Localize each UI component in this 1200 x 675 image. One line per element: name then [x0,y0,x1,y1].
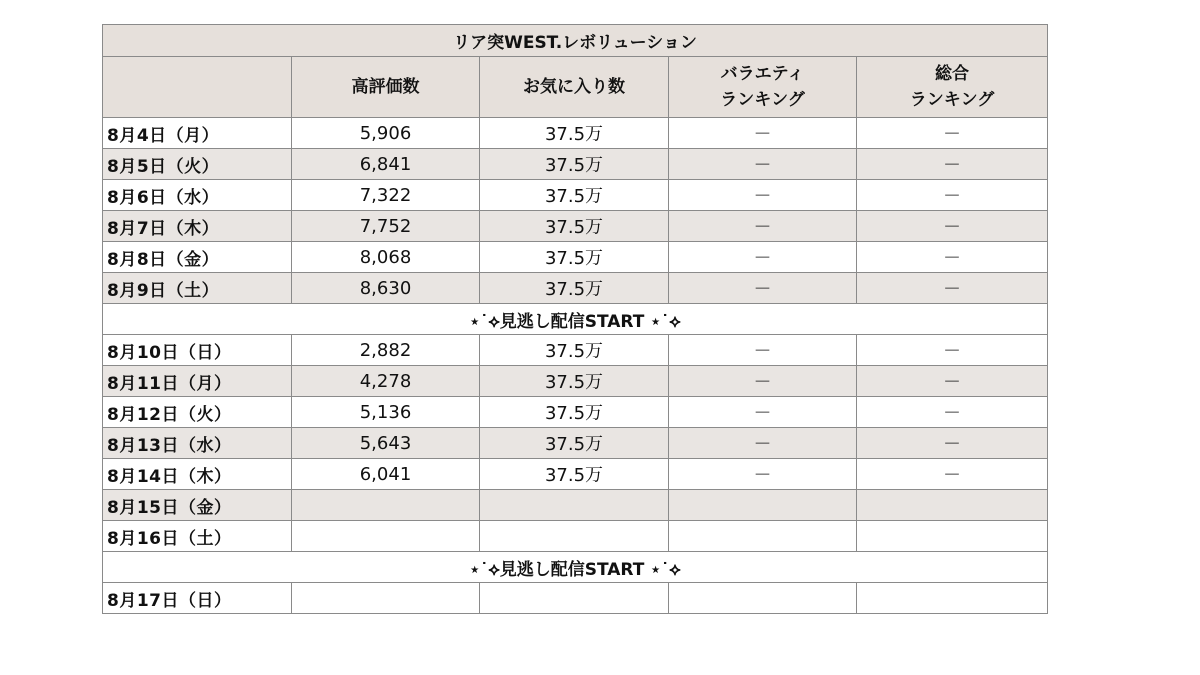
table-row [103,490,1048,521]
variety-ranking-cell: － [669,180,857,211]
table-row [103,149,1048,180]
header-likes: 高評価数 [292,57,480,118]
likes-cell: 2,882 [292,335,480,366]
variety-ranking-cell: － [669,397,857,428]
variety-ranking-cell: － [669,459,857,490]
table-row [103,180,1048,211]
table-row [103,583,1048,614]
favorites-cell: 37.5万 [480,273,669,304]
favorites-cell: 37.5万 [480,118,669,149]
overall-ranking-cell: － [857,459,1048,490]
overall-ranking-cell: － [857,335,1048,366]
overall-ranking-cell: － [857,180,1048,211]
date-cell: 8月6日（水） [103,180,292,211]
table-row [103,366,1048,397]
likes-cell: 8,068 [292,242,480,273]
likes-cell: 6,041 [292,459,480,490]
stream-start-banner-row [103,304,1048,335]
date-cell: 8月7日（木） [103,211,292,242]
header-date [103,57,292,118]
likes-cell [292,521,480,552]
favorites-cell: 37.5万 [480,335,669,366]
header-variety-text: バラエティ ランキング [720,64,805,110]
likes-cell: 7,322 [292,180,480,211]
header-variety-ranking [669,57,857,118]
date-cell: 8月11日（月） [103,366,292,397]
date-cell: 8月17日（日） [103,583,292,614]
header-overall-text: 総合 ランキング [909,64,995,110]
variety-ranking-cell [669,583,857,614]
variety-ranking-cell: － [669,273,857,304]
likes-cell: 4,278 [292,366,480,397]
favorites-cell: 37.5万 [480,149,669,180]
date-cell: 8月12日（火） [103,397,292,428]
date-cell: 8月16日（土） [103,521,292,552]
date-cell: 8月15日（金） [103,490,292,521]
variety-ranking-cell: － [669,211,857,242]
table-title: リア突WEST.レボリューション [103,25,1048,57]
likes-cell: 5,136 [292,397,480,428]
overall-ranking-cell: － [857,273,1048,304]
favorites-cell: 37.5万 [480,428,669,459]
overall-ranking-cell: － [857,118,1048,149]
variety-ranking-cell: － [669,118,857,149]
overall-ranking-cell [857,521,1048,552]
favorites-cell [480,490,669,521]
table-row [103,428,1048,459]
date-cell: 8月9日（土） [103,273,292,304]
favorites-cell: 37.5万 [480,211,669,242]
likes-cell: 8,630 [292,273,480,304]
overall-ranking-cell: － [857,428,1048,459]
stream-start-banner-row [103,552,1048,583]
favorites-cell: 37.5万 [480,242,669,273]
overall-ranking-cell [857,490,1048,521]
overall-ranking-cell: － [857,366,1048,397]
variety-ranking-cell: － [669,149,857,180]
date-cell: 8月10日（日） [103,335,292,366]
overall-ranking-cell [857,583,1048,614]
variety-ranking-cell [669,490,857,521]
table-row [103,273,1048,304]
likes-cell [292,583,480,614]
table-row [103,335,1048,366]
header-overall-ranking [857,57,1048,118]
variety-ranking-cell: － [669,335,857,366]
variety-ranking-cell: － [669,366,857,397]
overall-ranking-cell: － [857,149,1048,180]
likes-cell: 5,643 [292,428,480,459]
favorites-cell: 37.5万 [480,366,669,397]
date-cell: 8月8日（金） [103,242,292,273]
table-row [103,118,1048,149]
table-body [103,118,1048,614]
table-row [103,242,1048,273]
date-cell: 8月5日（火） [103,149,292,180]
variety-ranking-cell: － [669,428,857,459]
likes-cell: 5,906 [292,118,480,149]
date-cell: 8月14日（木） [103,459,292,490]
table-row [103,459,1048,490]
date-cell: 8月4日（月） [103,118,292,149]
header-favorites: お気に入り数 [480,57,669,118]
favorites-cell [480,521,669,552]
ranking-table-container [102,24,1047,614]
table-row [103,521,1048,552]
favorites-cell: 37.5万 [480,180,669,211]
stream-start-banner: ⋆˙⟡見逃し配信START ⋆˙⟡ [103,304,1048,335]
favorites-cell: 37.5万 [480,397,669,428]
table-row [103,211,1048,242]
favorites-cell: 37.5万 [480,459,669,490]
variety-ranking-cell [669,521,857,552]
header-row [103,57,1048,118]
overall-ranking-cell: － [857,397,1048,428]
ranking-table [102,24,1048,614]
date-cell: 8月13日（水） [103,428,292,459]
stream-start-banner: ⋆˙⟡見逃し配信START ⋆˙⟡ [103,552,1048,583]
overall-ranking-cell: － [857,211,1048,242]
table-row [103,397,1048,428]
likes-cell: 6,841 [292,149,480,180]
variety-ranking-cell: － [669,242,857,273]
overall-ranking-cell: － [857,242,1048,273]
likes-cell [292,490,480,521]
favorites-cell [480,583,669,614]
likes-cell: 7,752 [292,211,480,242]
